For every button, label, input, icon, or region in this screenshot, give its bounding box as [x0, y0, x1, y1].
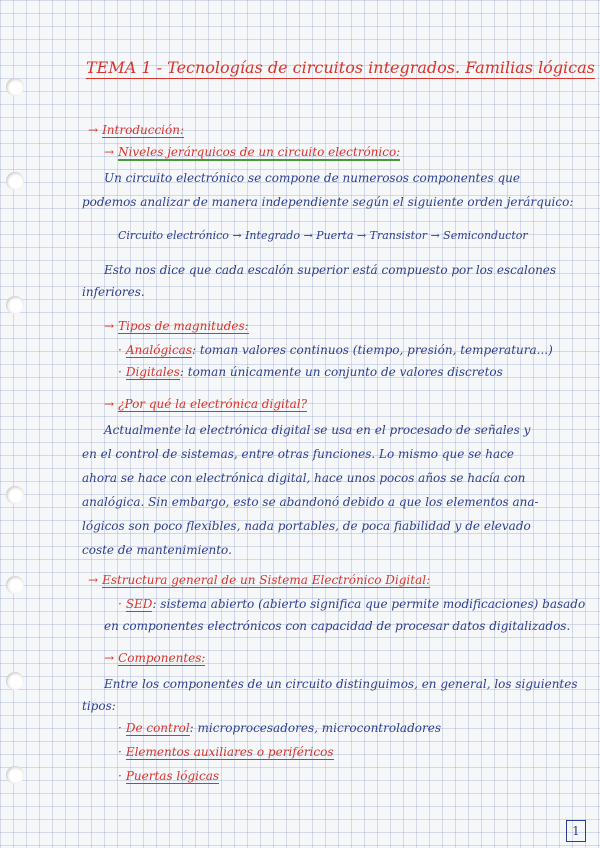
intro-subheading: → Niveles jerárquicos de un circuito electrónico: [104, 145, 401, 159]
binder-hole [6, 576, 24, 594]
components-item-peripherals: · Elementos auxiliares o periféricos [118, 745, 334, 759]
arrow-icon: → [88, 573, 99, 587]
magnitudes-item-digital: · Digitales: toman únicamente un conjunto de valores discretos [118, 365, 503, 379]
components-item-control: · De control: microprocesadores, microcontroladores [118, 721, 441, 735]
arrow-icon: → [88, 123, 99, 137]
binder-hole [6, 672, 24, 690]
why-digital-line: ahora se hace con electrónica digital, hace unos pocos años se hacía con [82, 471, 526, 485]
intro-paragraph-line: podemos analizar de manera independiente según el siguiente orden jerárquico: [82, 195, 574, 209]
bullet-icon: · [118, 597, 122, 611]
page-number: 1 [566, 820, 586, 842]
why-digital-heading: → ¿Por qué la electrónica digital? [104, 397, 308, 411]
binder-hole [6, 766, 24, 784]
sed-definition: · SED: sistema abierto (abierto significa que permite modificaciones) basado [118, 597, 586, 611]
arrow-icon: → [104, 319, 115, 333]
intro-paragraph-line: inferiores. [82, 285, 145, 299]
binder-hole [6, 172, 24, 190]
page-title: TEMA 1 - Tecnologías de circuitos integrados. Familias lógicas [86, 58, 595, 77]
why-digital-line: coste de mantenimiento. [82, 543, 232, 557]
components-paragraph-line: tipos: [82, 699, 116, 713]
why-digital-line: en el control de sistemas, entre otras funciones. Lo mismo que se hace [82, 447, 514, 461]
why-digital-line: lógicos son poco flexibles, nada portables, de poca fiabilidad y de elevado [82, 519, 531, 533]
sed-definition-line: en componentes electrónicos con capacidad de procesar datos digitalizados. [104, 619, 571, 633]
components-item-gates: · Puertas lógicas [118, 769, 220, 783]
bullet-icon: · [118, 721, 122, 735]
magnitudes-item-analog: · Analógicas: toman valores continuos (tiempo, presión, temperatura...) [118, 343, 553, 357]
binder-hole [6, 296, 24, 314]
hierarchy-line: Circuito electrónico → Integrado → Puerta → Transistor → Semiconductor [118, 229, 528, 242]
bullet-icon: · [118, 365, 122, 379]
magnitudes-heading: → Tipos de magnitudes: [104, 319, 249, 333]
intro-paragraph-line: Esto nos dice que cada escalón superior está compuesto por los escalones [104, 263, 557, 277]
structure-heading: → Estructura general de un Sistema Electrónico Digital: [88, 573, 431, 587]
bullet-icon: · [118, 745, 122, 759]
intro-paragraph-line: Un circuito electrónico se compone de numerosos componentes que [104, 171, 520, 185]
intro-heading: → Introducción: [88, 123, 184, 137]
arrow-icon: → [104, 145, 115, 159]
components-paragraph-line: Entre los componentes de un circuito distinguimos, en general, los siguientes [104, 677, 578, 691]
arrow-icon: → [104, 397, 115, 411]
bullet-icon: · [118, 343, 122, 357]
why-digital-line: analógica. Sin embargo, esto se abandonó debido a que los elementos ana- [82, 495, 539, 509]
binder-hole [6, 78, 24, 96]
bullet-icon: · [118, 769, 122, 783]
arrow-icon: → [104, 651, 115, 665]
components-heading: → Componentes: [104, 651, 206, 665]
why-digital-line: Actualmente la electrónica digital se usa en el procesado de señales y [104, 423, 531, 437]
binder-hole [6, 486, 24, 504]
